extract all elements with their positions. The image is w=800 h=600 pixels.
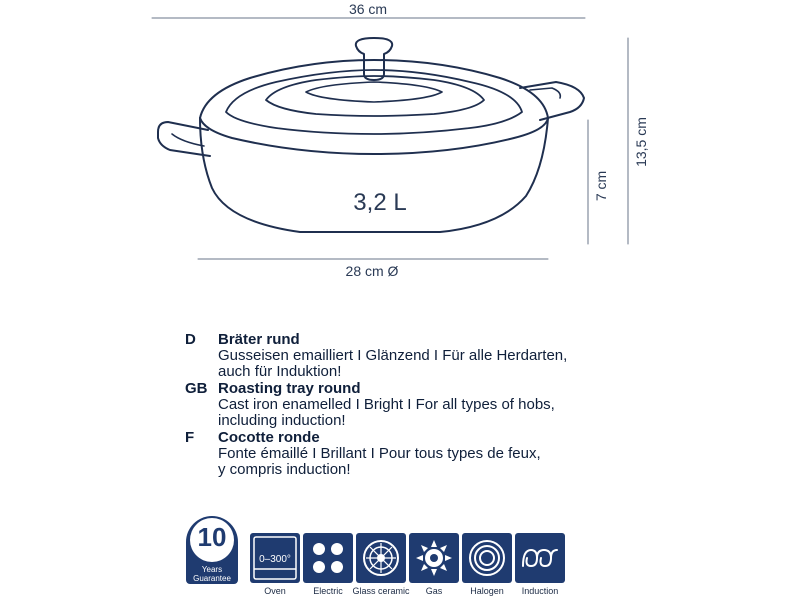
hob-label-oven: Oven bbox=[264, 586, 286, 596]
description-gb bbox=[185, 381, 605, 429]
electric-hob-icon bbox=[303, 533, 353, 583]
product-title: Cocotte ronde bbox=[218, 429, 320, 446]
hob-label-glassceramic: Glass ceramic bbox=[352, 586, 410, 596]
product-title: Roasting tray round bbox=[218, 380, 361, 397]
guarantee-line2: Guarantee bbox=[193, 574, 231, 583]
product-description: Gusseisen emailliert I Glänzend I Für alle Herdarten, bbox=[218, 347, 568, 364]
language-code: F bbox=[185, 429, 195, 446]
product-description: including induction! bbox=[218, 412, 346, 429]
guarantee-ring bbox=[190, 518, 234, 562]
guarantee-years: 10 bbox=[197, 522, 227, 552]
hob-label-induction: Induction bbox=[521, 586, 559, 596]
language-code: GB bbox=[185, 380, 208, 397]
hob-label-halogen: Halogen bbox=[470, 586, 504, 596]
product-description: Cast iron enamelled I Bright I For all types of hobs, bbox=[218, 396, 555, 413]
total-height-label: 13,5 cm bbox=[633, 117, 649, 167]
width-label: 36 cm bbox=[348, 1, 388, 17]
guarantee-line1: Years bbox=[201, 565, 223, 574]
description-de bbox=[185, 332, 605, 380]
induction-hob-icon bbox=[515, 533, 565, 583]
oven-temperature: 0–300° bbox=[259, 554, 291, 565]
language-code: D bbox=[185, 331, 196, 348]
product-description: auch für Induktion! bbox=[218, 363, 342, 380]
hob-label-gas: Gas bbox=[425, 586, 443, 596]
gas-hob-icon bbox=[409, 533, 459, 583]
halogen-hob-icon bbox=[462, 533, 512, 583]
product-description: y compris induction! bbox=[218, 461, 351, 478]
product-title: Bräter rund bbox=[218, 331, 300, 348]
guarantee-badge bbox=[186, 516, 238, 584]
body-height-label: 7 cm bbox=[593, 170, 609, 202]
base-diameter-label: 28 cm Ø bbox=[345, 263, 399, 279]
product-description: Fonte émaillé I Brillant I Pour tous types de feux, bbox=[218, 445, 541, 462]
hob-label-electric: Electric bbox=[313, 586, 343, 596]
description-fr bbox=[185, 430, 605, 478]
capacity-label: 3,2 L bbox=[353, 189, 407, 216]
oven-icon bbox=[250, 533, 300, 583]
glassceramic-hob-icon bbox=[356, 533, 406, 583]
